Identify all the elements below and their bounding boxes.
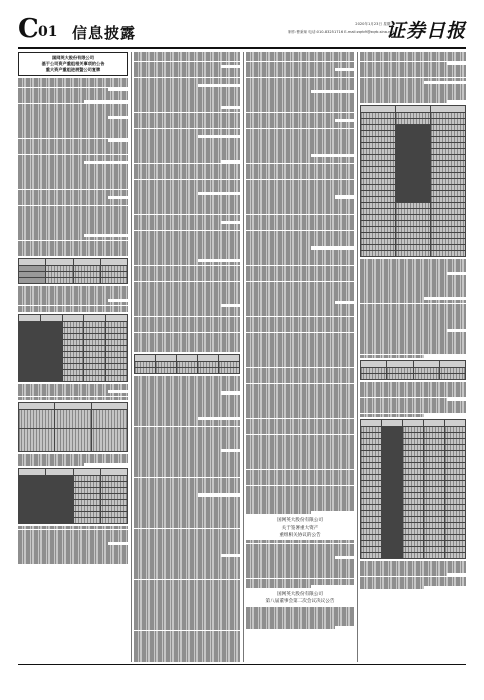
announcement-heading-c: 重组相关协议的公告 (279, 532, 321, 538)
bottom-rule (18, 664, 466, 665)
data-table-1 (18, 258, 128, 284)
announcement-heading-a: 国网英大股份有限公司 (277, 518, 323, 524)
body-text-block-4 (246, 52, 354, 514)
column-divider (357, 52, 358, 662)
data-table-2 (18, 314, 128, 382)
data-table-6 (360, 105, 466, 257)
announcement-heading-b: 关于签署重大资产 (281, 525, 319, 531)
data-table-7 (360, 360, 466, 380)
section-title: 信息披露 (72, 24, 137, 42)
announcement-heading-3: 重大资产重组进展暨公司复牌 (45, 67, 101, 72)
newspaper-logo: 证券日报 (385, 20, 466, 42)
masthead (18, 16, 466, 46)
announcement-heading-1: 国网英大股份有限公司 (52, 55, 94, 60)
section-number: 01 (38, 24, 58, 40)
issue-date: 2020年1月23日 星期三 (355, 22, 394, 26)
data-table-8 (360, 419, 466, 559)
editor-contact: 制作:曹秉琛 电话:010-83251716 E-mail:zqrb9@zqrb.sina.net (287, 30, 394, 34)
data-table-3 (18, 402, 128, 452)
body-text-block-3 (134, 376, 240, 662)
column-divider (131, 52, 132, 662)
column-1 (18, 52, 128, 662)
announcement-block-a (246, 518, 354, 588)
section-letter: C (18, 14, 39, 44)
announcement-heading-2: 基于公司资产重组相关事项的公告 (41, 61, 105, 66)
masthead-rule (18, 47, 466, 49)
column-4 (360, 52, 466, 662)
announcement-heading-e: 第八届董事会第二次会议决议公告 (265, 599, 335, 605)
announcement-block-b (246, 592, 354, 629)
announcement-header-box (18, 52, 128, 76)
data-table-4 (18, 468, 128, 524)
column-2 (134, 52, 240, 662)
body-text-block-1 (18, 78, 128, 256)
column-3 (246, 52, 354, 662)
body-text-block-2 (134, 52, 240, 352)
column-divider (243, 52, 244, 662)
data-table-5 (134, 354, 240, 374)
announcement-heading-d: 国网英大股份有限公司 (277, 592, 323, 598)
